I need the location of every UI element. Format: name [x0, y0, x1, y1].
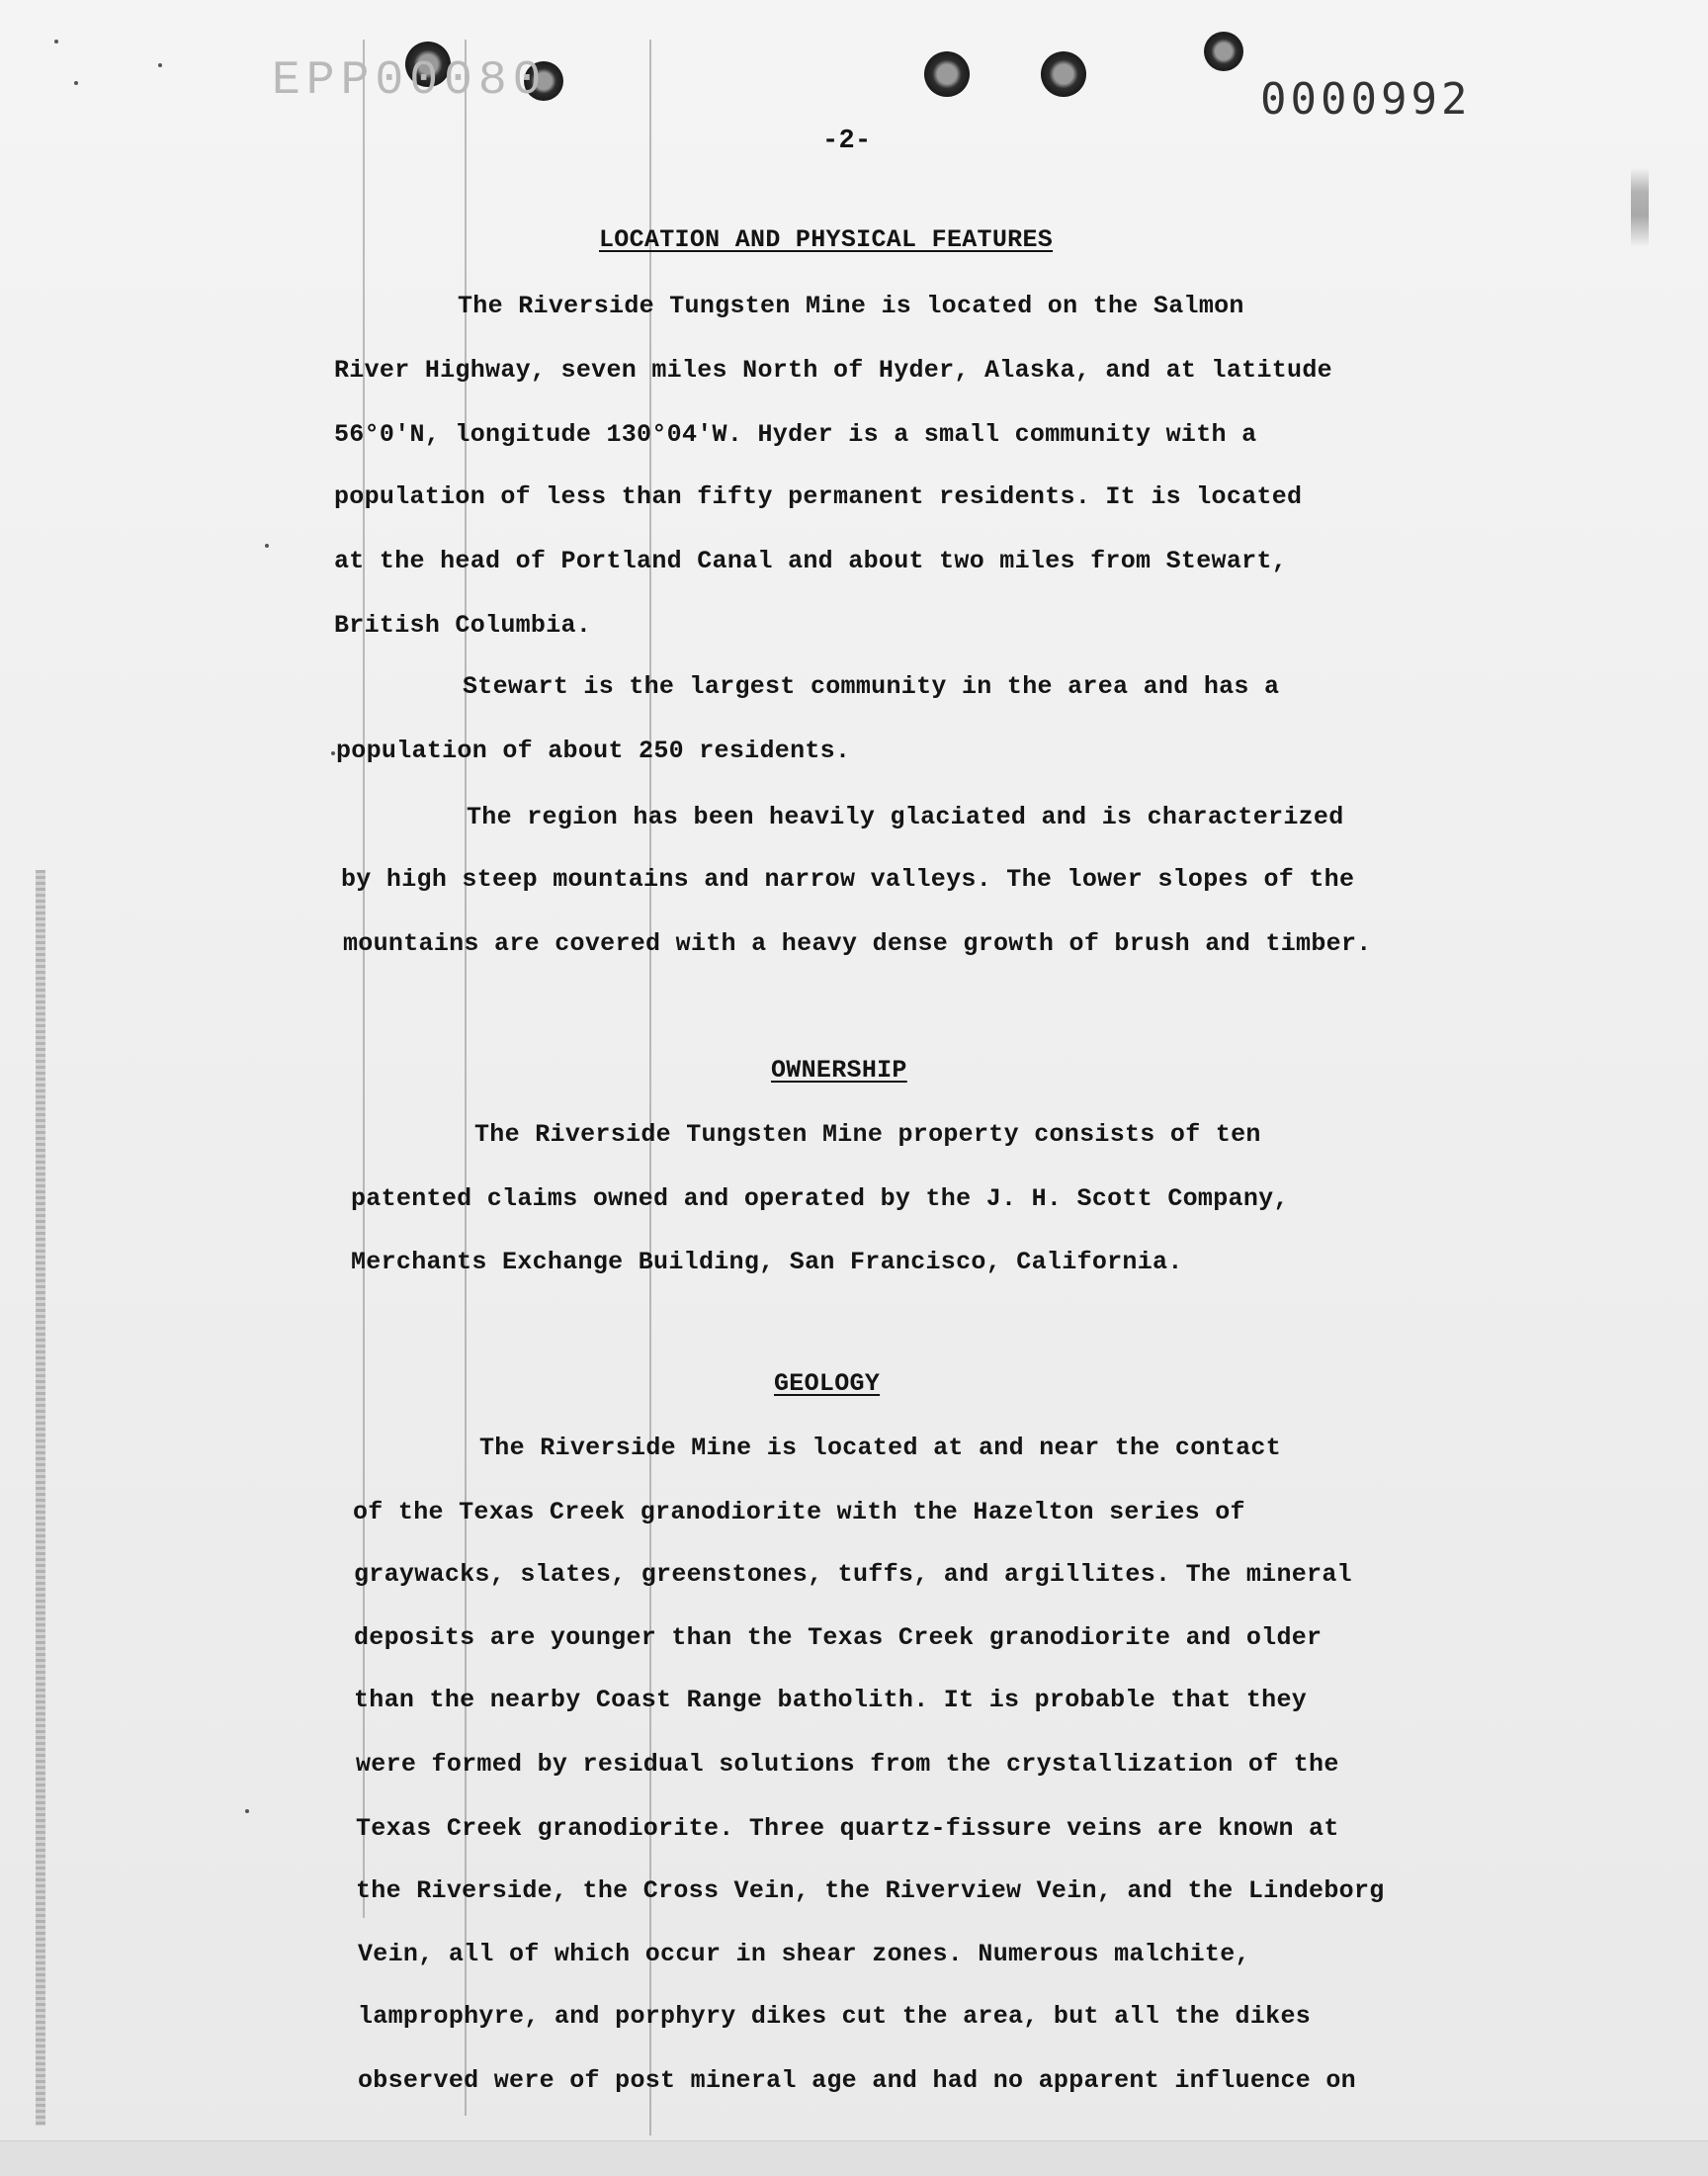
body-line: population of less than fifty permanent residents. It is located	[334, 482, 1303, 511]
punch-hole	[1041, 51, 1086, 97]
body-line: by high steep mountains and narrow valleys. The lower slopes of the	[341, 865, 1355, 894]
body-line: The Riverside Mine is located at and near the contact	[479, 1434, 1282, 1462]
body-line: Merchants Exchange Building, San Francisco, California.	[351, 1248, 1183, 1276]
body-line: The Riverside Tungsten Mine is located on the Salmon	[458, 292, 1244, 320]
body-line: mountains are covered with a heavy dense growth of brush and timber.	[343, 929, 1372, 958]
section-heading-ownership: OWNERSHIP	[771, 1056, 907, 1085]
scan-speck	[158, 63, 162, 67]
body-line: 56°0'N, longitude 130°04'W. Hyder is a small community with a	[334, 420, 1257, 449]
scan-speck	[54, 40, 58, 44]
page-left-edge-shadow	[36, 870, 45, 2126]
body-line: The Riverside Tungsten Mine property consists of ten	[474, 1120, 1261, 1149]
body-line: The region has been heavily glaciated and is characterized	[467, 803, 1344, 831]
faint-stamp-code: EPP00080	[272, 54, 548, 108]
body-line: of the Texas Creek granodiorite with the Hazelton series of	[353, 1498, 1245, 1526]
scan-speck	[331, 751, 335, 755]
crease-line	[465, 40, 467, 2116]
body-line: graywacks, slates, greenstones, tuffs, and argillites. The mineral	[354, 1560, 1352, 1589]
page-number: -2-	[822, 127, 872, 156]
body-line: were formed by residual solutions from the crystallization of the	[356, 1750, 1339, 1779]
body-line: population of about 250 residents.	[336, 737, 851, 765]
body-line: at the head of Portland Canal and about two miles from Stewart,	[334, 547, 1288, 575]
punch-hole	[1204, 32, 1243, 71]
scan-speck	[74, 81, 78, 85]
body-line: Stewart is the largest community in the area and has a	[463, 672, 1280, 701]
margin-scan-mark	[1631, 168, 1649, 247]
body-line: the Riverside, the Cross Vein, the Riverview Vein, and the Lindeborg	[356, 1876, 1385, 1905]
body-line: Texas Creek granodiorite. Three quartz-fissure veins are known at	[356, 1814, 1339, 1843]
body-line: Vein, all of which occur in shear zones. Numerous malchite,	[358, 1940, 1250, 1968]
body-line: than the nearby Coast Range batholith. It is probable that they	[354, 1686, 1308, 1714]
body-line: River Highway, seven miles North of Hyder, Alaska, and at latitude	[334, 356, 1332, 385]
body-line: lamprophyre, and porphyry dikes cut the area, but all the dikes	[358, 2002, 1312, 2031]
document-number-stamp: 0000992	[1260, 74, 1472, 125]
scan-speck	[245, 1809, 249, 1813]
body-line: British Columbia.	[334, 611, 592, 640]
body-line: patented claims owned and operated by the J. H. Scott Company,	[351, 1184, 1289, 1213]
page-bottom-edge	[0, 2140, 1708, 2176]
scan-speck	[265, 544, 269, 548]
body-line: observed were of post mineral age and had no apparent influence on	[358, 2066, 1356, 2095]
section-heading-geology: GEOLOGY	[774, 1369, 881, 1398]
punch-hole	[924, 51, 970, 97]
section-heading-location: LOCATION AND PHYSICAL FEATURES	[599, 225, 1054, 254]
body-line: deposits are younger than the Texas Creek granodiorite and older	[354, 1623, 1323, 1652]
